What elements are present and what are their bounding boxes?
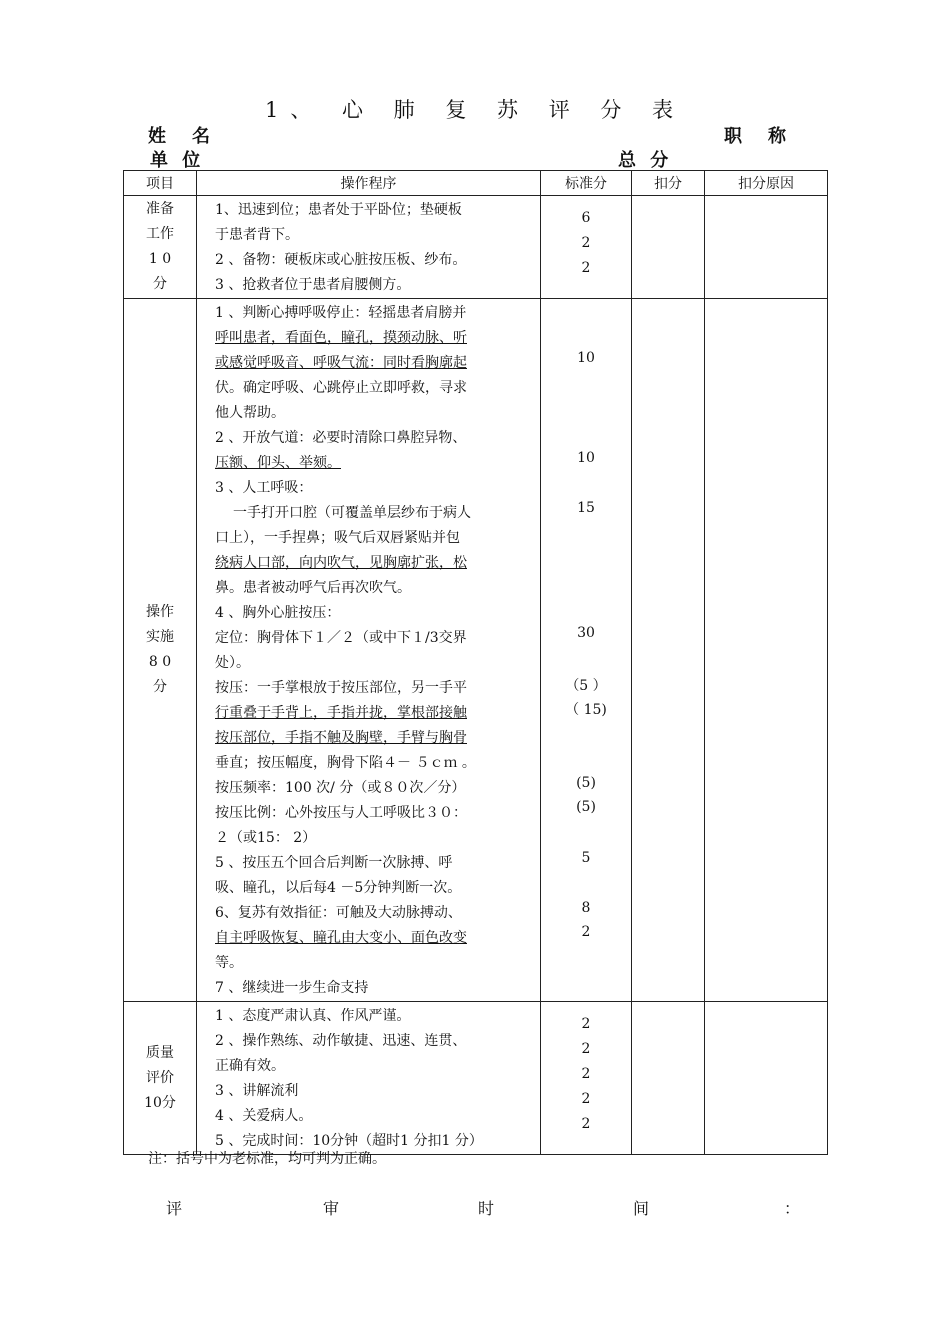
review-time-char: 审 [323, 1199, 340, 1218]
procedure-line: 按压部位，手指不触及胸壁，手臂与胸骨 [215, 730, 467, 746]
column-header: 扣分原因 [705, 171, 828, 196]
category-text: 质量 [146, 1044, 174, 1061]
standard-score: 2 [581, 1091, 591, 1107]
procedure-line: 行重叠于手背上，手指并拢，掌根部接触 [215, 705, 467, 721]
category-text: 1 0 [148, 251, 172, 267]
section-preparation-row [124, 196, 828, 299]
standard-score: 30 [577, 625, 595, 641]
procedure-cell [197, 299, 541, 1002]
standard-score-cell [541, 1002, 632, 1155]
review-time-char: 时 [478, 1199, 495, 1218]
procedure-cell [197, 1002, 541, 1155]
review-time-char: 间 [633, 1199, 650, 1218]
review-time-char: 评 [166, 1199, 183, 1218]
footnote: 注：括号中为老标准，均可判为正确。 [148, 1151, 386, 1167]
procedure-line: 2 、开放气道：必要时清除口鼻腔异物、 [215, 430, 467, 446]
procedure-line: 一手打开口腔（可覆盖单层纱布于病人 [233, 505, 471, 521]
standard-score: 6 [581, 210, 591, 226]
procedure-line: 或感觉呼吸音、呼吸气流：同时看胸廓起 [215, 355, 467, 371]
category-text: 8 0 [148, 654, 172, 670]
procedure-line: 2 、备物：硬板床或心脏按压板、纱布。 [215, 252, 467, 268]
deduction-cell[interactable] [632, 196, 705, 299]
procedure-line: 吸、瞳孔，以后每4 －5分钟判断一次。 [215, 880, 462, 896]
procedure-line: 4 、胸外心脏按压： [215, 605, 341, 621]
category-text: 10分 [144, 1094, 176, 1111]
standard-score: 2 [581, 260, 591, 276]
procedure-line: 自主呼吸恢复、瞳孔由大变小、面色改变 [215, 930, 467, 946]
procedure-line: 鼻。患者被动呼气后再次吹气。 [215, 580, 411, 596]
procedure-line: 7 、继续进一步生命支持 [215, 980, 369, 996]
category-text: 操作 [146, 604, 174, 620]
page-title: 1、 心 肺 复 苏 评 分 表 [264, 98, 686, 122]
procedure-line: 处）。 [215, 655, 250, 671]
procedure-line: 他人帮助。 [215, 405, 285, 421]
deduction-reason-cell[interactable] [705, 299, 828, 1002]
procedure-line: 绕病人口部，向内吹气，见胸廓扩张，松 [215, 555, 467, 571]
procedure-line: 垂直；按压幅度，胸骨下陷４－ ５ｃｍ 。 [215, 755, 476, 771]
title-label: 职 称 [724, 126, 790, 147]
standard-score-cell [541, 299, 632, 1002]
category-text: 准备 [146, 201, 174, 217]
category-text: 分 [153, 679, 167, 695]
procedure-line: 5 、按压五个回合后判断一次脉搏、呼 [215, 855, 453, 871]
standard-score: 2 [581, 235, 591, 251]
procedure-line: 定位：胸骨体下１／２（或中下１/3交界 [215, 630, 467, 646]
score-table [123, 170, 828, 1155]
category-text: 工作 [146, 226, 174, 242]
section-operation-row [124, 299, 828, 1002]
procedure-line: 按压频率：100 次/ 分（或８０次／分） [215, 780, 466, 796]
standard-score: 10 [577, 350, 595, 366]
procedure-line: 正确有效。 [215, 1058, 285, 1074]
table-header-row [124, 171, 828, 196]
column-header: 标准分 [541, 171, 632, 196]
procedure-line: 1 、态度严肃认真、作风严谨。 [215, 1008, 411, 1024]
standard-score: （5 ） [565, 678, 607, 694]
procedure-line: 压额、仰头、举颏。 [215, 455, 341, 471]
category-cell [124, 299, 197, 1002]
procedure-line: ２（或15： 2） [215, 830, 317, 846]
standard-score: 8 [581, 900, 591, 916]
procedure-line: 按压比例：心外按压与人工呼吸比３０： [215, 805, 467, 821]
category-text: 实施 [146, 629, 174, 645]
procedure-line: 3 、人工呼吸： [215, 480, 313, 496]
procedure-line: 口上），一手捏鼻；吸气后双唇紧贴并包 [215, 530, 460, 546]
procedure-line: 3 、讲解流利 [215, 1083, 299, 1099]
deduction-cell[interactable] [632, 299, 705, 1002]
standard-score: 10 [577, 450, 595, 466]
column-header: 操作程序 [197, 171, 541, 196]
review-time-colon: ： [784, 1199, 801, 1218]
standard-score: (5) [576, 775, 596, 791]
total-score-label: 总 分 [618, 150, 673, 171]
procedure-line: 5 、完成时间：10分钟（超时1 分扣1 分） [215, 1133, 483, 1149]
procedure-cell [197, 196, 541, 299]
deduction-cell[interactable] [632, 1002, 705, 1155]
deduction-reason-cell[interactable] [705, 196, 828, 299]
category-text: 评价 [146, 1069, 174, 1086]
standard-score: 2 [581, 1041, 591, 1057]
section-quality-row [124, 1002, 828, 1155]
standard-score: 5 [581, 850, 591, 866]
procedure-line: 2 、操作熟练、动作敏捷、迅速、连贯、 [215, 1033, 467, 1049]
procedure-line: 呼叫患者，看面色，瞳孔，摸颈动脉、听 [215, 330, 467, 346]
name-label: 姓 名 [148, 126, 214, 147]
standard-score: 2 [581, 1016, 591, 1032]
standard-score: 2 [581, 1116, 591, 1132]
category-cell [124, 196, 197, 299]
column-header: 项目 [124, 171, 197, 196]
category-text: 分 [153, 276, 167, 292]
procedure-line: 等。 [215, 955, 243, 971]
deduction-reason-cell[interactable] [705, 1002, 828, 1155]
procedure-line: 按压：一手掌根放于按压部位，另一手平 [215, 680, 467, 696]
procedure-line: 1 、判断心搏呼吸停止：轻摇患者肩膀并 [215, 305, 467, 321]
procedure-line: 4 、关爱病人。 [215, 1108, 313, 1124]
procedure-line: 伏。确定呼吸、心跳停止立即呼救，寻求 [215, 380, 467, 396]
standard-score: 15 [577, 500, 595, 516]
standard-score: 2 [581, 1066, 591, 1082]
category-cell [124, 1002, 197, 1155]
column-header: 扣分 [632, 171, 705, 196]
standard-score-cell [541, 196, 632, 299]
standard-score: 2 [581, 924, 591, 940]
standard-score: (5) [576, 799, 596, 815]
procedure-line: 6、复苏有效指征：可触及大动脉搏动、 [215, 905, 462, 921]
procedure-line: 3 、抢救者位于患者肩腰侧方。 [215, 277, 411, 293]
unit-label: 单 位 [150, 150, 205, 171]
procedure-line: 于患者背下。 [215, 227, 299, 243]
standard-score: （ 15) [565, 702, 607, 718]
procedure-line: 1、迅速到位；患者处于平卧位；垫硬板 [215, 202, 462, 218]
